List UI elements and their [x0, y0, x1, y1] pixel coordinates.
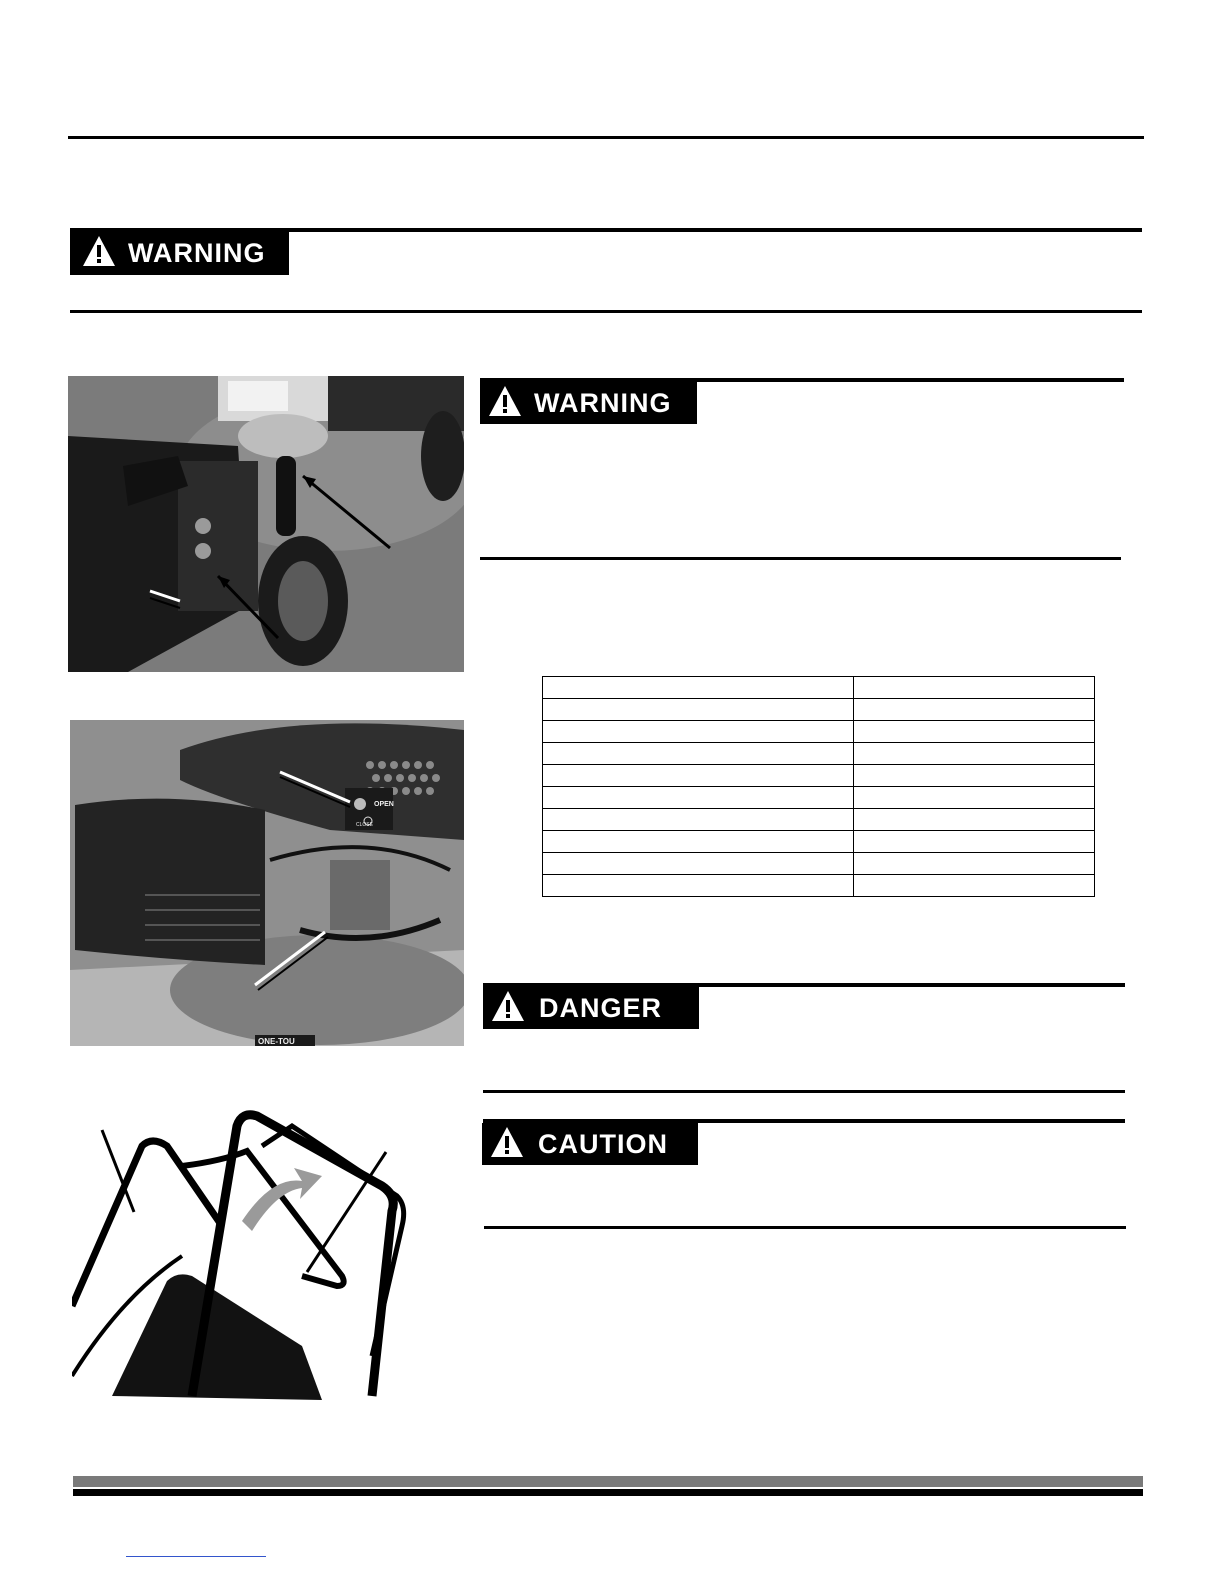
engine-choke-photo: [70, 720, 464, 1046]
table-row: [543, 677, 1095, 699]
danger-sign: [483, 987, 699, 1029]
table-cell: [854, 743, 1095, 765]
table-cell: [543, 699, 854, 721]
right-warning-label: WARNING: [534, 387, 672, 418]
warning-triangle-icon: [82, 235, 116, 272]
table-row: [543, 721, 1095, 743]
table-cell: [854, 765, 1095, 787]
right-warning-bottom-rule: [480, 557, 1121, 560]
caution-label: CAUTION: [538, 1128, 668, 1159]
table-row: [543, 809, 1095, 831]
spec-table: [542, 676, 1095, 897]
deck-badge-label: ONE-TOU: [258, 1037, 295, 1046]
table-cell: [543, 809, 854, 831]
table-row: [543, 765, 1095, 787]
footer-link-underline[interactable]: [126, 1556, 266, 1557]
table-cell: [854, 831, 1095, 853]
table-cell: [543, 743, 854, 765]
choke-close-label: CLOSE: [356, 822, 373, 828]
table-cell: [854, 699, 1095, 721]
footer-bar: [73, 1476, 1143, 1496]
top-warning-label: WARNING: [128, 238, 266, 268]
danger-label: DANGER: [539, 992, 663, 1023]
header-rule: [68, 136, 1144, 139]
top-warning-bottom-rule: [70, 310, 1142, 313]
mower-height-lever-photo: [68, 376, 464, 672]
table-cell: [543, 765, 854, 787]
table-cell: [543, 677, 854, 699]
table-cell: [854, 721, 1095, 743]
warning-triangle-icon: [488, 385, 522, 422]
caution-triangle-icon: [490, 1126, 524, 1163]
table-cell: [854, 853, 1095, 875]
handle-bail-photo: [72, 1106, 412, 1400]
table-row: [543, 699, 1095, 721]
table-cell: [543, 831, 854, 853]
danger-triangle-icon: [491, 990, 525, 1027]
table-cell: [854, 677, 1095, 699]
table-cell: [543, 721, 854, 743]
table-row: [543, 853, 1095, 875]
table-row: [543, 875, 1095, 897]
caution-bottom-rule: [484, 1226, 1126, 1229]
choke-open-label: OPEN: [374, 801, 394, 808]
table-cell: [543, 875, 854, 897]
danger-bottom-rule: [483, 1090, 1125, 1093]
table-row: [543, 831, 1095, 853]
top-warning-sign: [70, 232, 289, 275]
right-warning-sign: [480, 382, 697, 424]
table-row: [543, 787, 1095, 809]
table-cell: [854, 875, 1095, 897]
table-cell: [854, 809, 1095, 831]
caution-sign: [482, 1123, 698, 1165]
table-row: [543, 743, 1095, 765]
table-cell: [543, 853, 854, 875]
table-cell: [854, 787, 1095, 809]
table-cell: [543, 787, 854, 809]
